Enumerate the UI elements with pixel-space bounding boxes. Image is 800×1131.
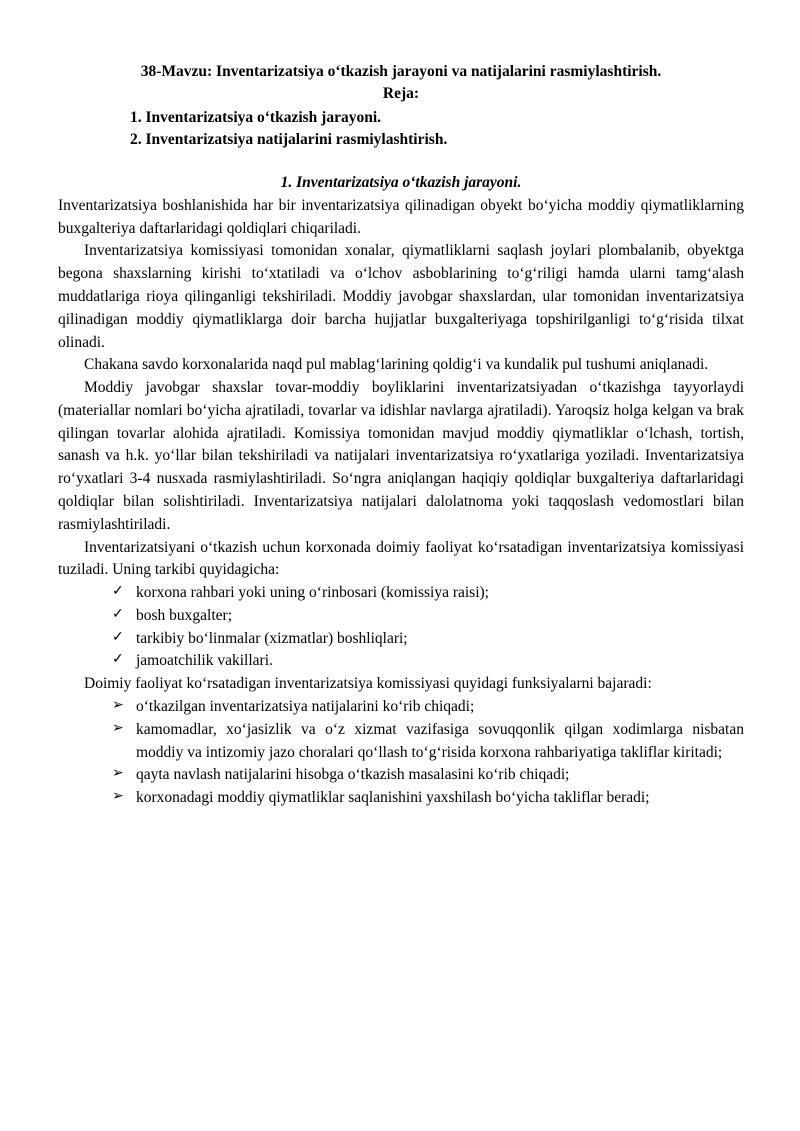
reja-item: 2. Inventarizatsiya natijalarini rasmiylashtirish. [130,131,448,149]
check-icon: ✓ [112,629,124,645]
list-item [58,650,744,673]
list-item-label: jamoatchilik vakillari. [136,652,273,670]
committee-list [58,582,744,673]
list-item [58,787,744,810]
arrow-icon: ➢ [112,720,124,736]
paragraph: Chakana savdo korxonalarida naqd pul mablag‘larining qoldig‘i va kundalik pul tushumi aniqlanadi. [84,356,709,374]
paragraph: Doimiy faoliyat ko‘rsatadigan inventarizatsiya komissiyasi quyidagi funksiyalarni bajaradi: [84,675,652,693]
arrow-icon: ➢ [112,766,124,782]
list-item-label: korxonadagi moddiy qiymatliklar saqlanishini yaxshilash bo‘yicha takliflar beradi; [136,789,650,807]
paragraph: Inventarizatsiya boshlanishida har bir inventarizatsiya qilinadigan obyekt bo‘yicha moddiy qiymatliklarning buxgalteriya daftarlaridagi qoldiqlari chiqariladi. [58,196,744,237]
list-item [58,582,744,605]
list-item-label: tarkibiy bo‘linmalar (xizmatlar) boshliqlari; [136,629,408,647]
functions-list [58,696,744,810]
check-icon: ✓ [112,652,124,668]
list-item-label: o‘tkazilgan inventarizatsiya natijalarini ko‘rib chiqadi; [136,698,475,716]
arrow-icon: ➢ [112,789,124,805]
list-item [58,628,744,651]
check-icon: ✓ [112,606,124,622]
reja-item: 1. Inventarizatsiya o‘tkazish jarayoni. [130,108,382,126]
paragraph: Inventarizatsiya komissiyasi tomonidan xonalar, qiymatliklarni saqlash joylari plombalanib, obyektga begona shaxslarning kirishi to‘xtatiladi va o‘lchov asboblarining to‘g‘riligi hamda ularni tamg‘alash muddatlariga rioya qilinganligi tekshiriladi. Moddiy javobgar shaxslardan, ular tomonidan inventarizatsiya qilinadigan moddiy qiymatliklarga doir barcha hujjatlar buxgalteriyaga topshirilganligi to‘g‘risida tilxat olinadi. [58,242,744,351]
list-item [58,764,744,787]
list-item-label: kamomadlar, xo‘jasizlik va o‘z xizmat vazifasiga sovuqqonlik qilgan xodimlarga nisbatan moddiy va intizomiy jazo choralari qo‘llash to‘g‘risida korxona rahbariyatiga takliflar kiritadi; [136,720,744,761]
arrow-icon: ➢ [112,698,124,714]
list-item-label: korxona rahbari yoki uning o‘rinbosari (komissiya raisi); [136,584,489,602]
list-item-label: qayta navlash natijalarini hisobga o‘tkazish masalasini ko‘rib chiqadi; [136,766,570,784]
paragraph: Inventarizatsiyani o‘tkazish uchun korxonada doimiy faoliyat ko‘rsatadigan inventarizatsiya komissiyasi tuziladi. Uning tarkibi quyidagicha: [58,538,744,579]
reja-label: Reja: [382,85,420,103]
page-title: 38-Mavzu: Inventarizatsiya o‘tkazish jarayoni va natijalarini rasmiylashtirish. [140,63,662,80]
check-icon: ✓ [112,584,124,600]
list-item [58,696,744,719]
reja-list [130,107,744,152]
list-item-label: bosh buxgalter; [136,606,232,624]
paragraph: Moddiy javobgar shaxslar tovar-moddiy boyliklarini inventarizatsiyadan o‘tkazishga tayyorlaydi (materiallar nomlari bo‘yicha ajratiladi, tovarlar va idishlar navlarga ajratiladi). Yaroqsiz holga kelgan va brak qilingan tovarlar alohida ajratiladi. Komissiya tomonidan mavjud moddiy qiymatliklar o‘lchash, tortish, sanash va h.k. yo‘llar bilan tekshiriladi va natijalari inventarizatsiya ro‘yxatlariga yoziladi. Inventarizatsiya ro‘yxatlari 3-4 nusxada rasmiylashtiriladi. So‘ngra aniqlangan haqiqiy qoldiqlar buxgalteriya daftarlaridagi qoldiqlar bilan solishtiriladi. Inventarizatsiya natijalari dalolatnoma yoki taqqoslash vedomostlari bilan rasmiylashtiriladi. [58,379,744,533]
list-item [58,719,744,765]
section-heading: 1. Inventarizatsiya o‘tkazish jarayoni. [280,173,522,191]
list-item [58,605,744,628]
